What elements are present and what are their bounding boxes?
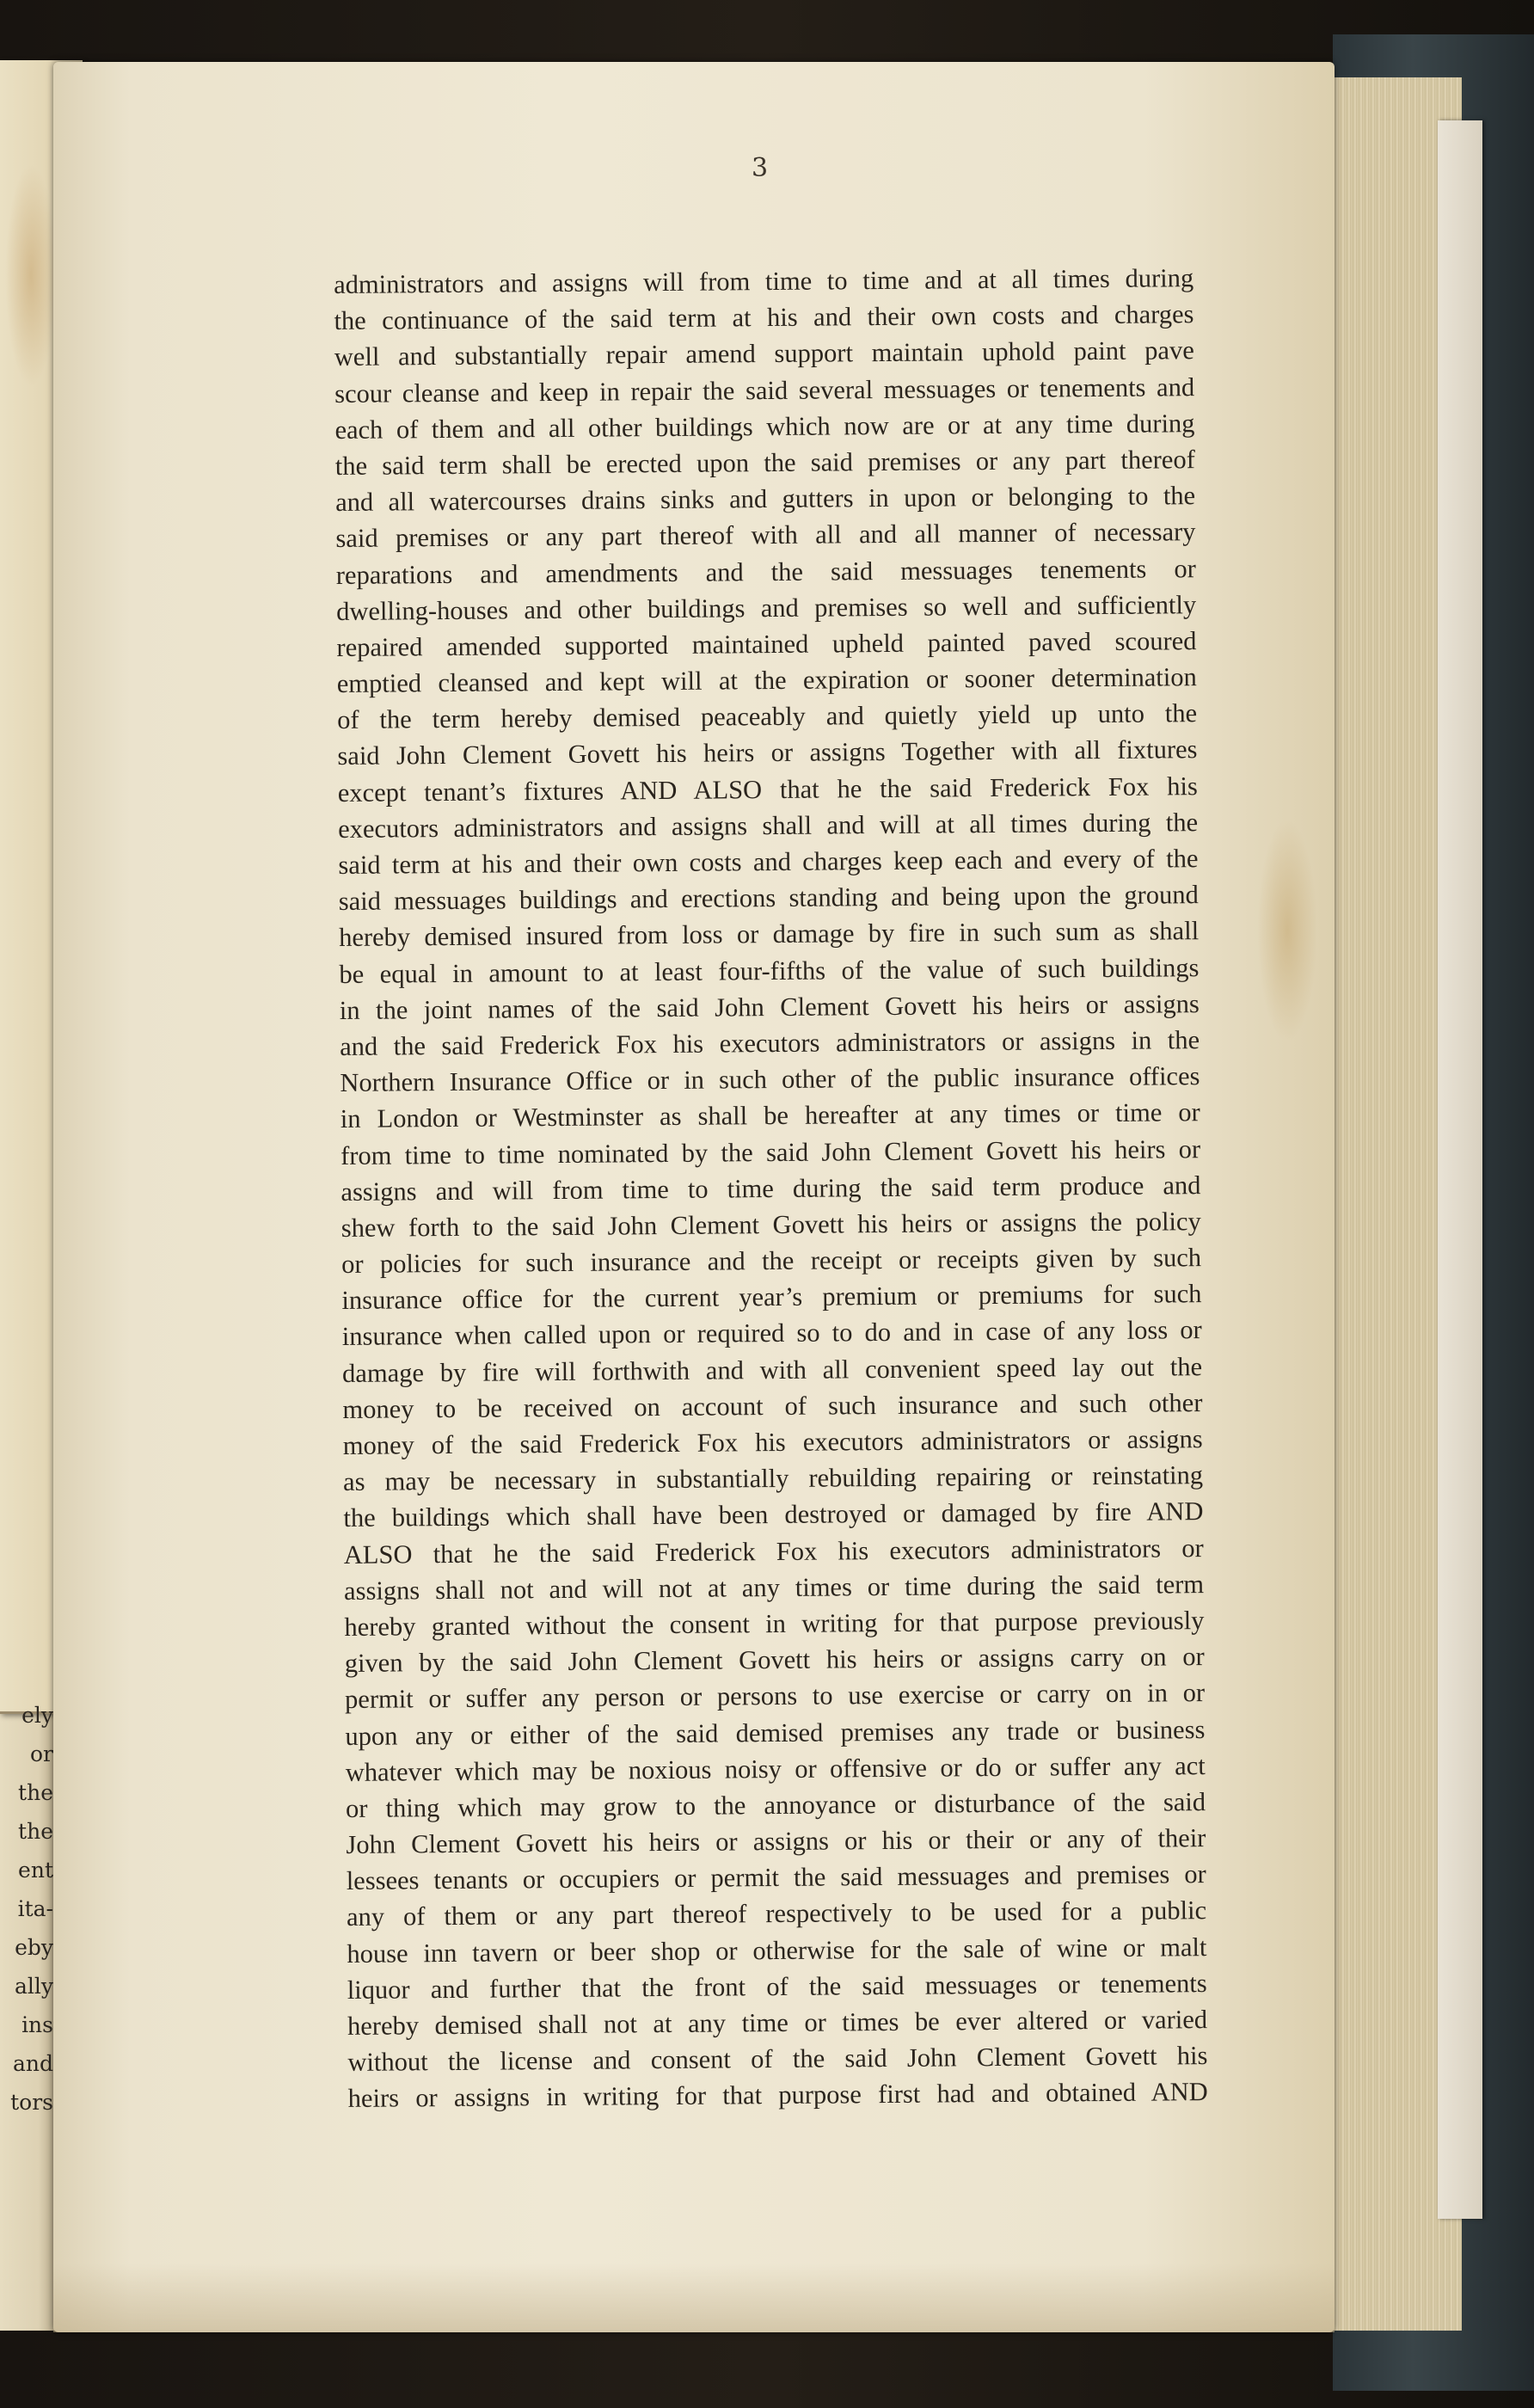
text-line: damage by fire will forthwith and with all convenient speed lay out the <box>341 1351 1203 1388</box>
paper-foxing <box>1257 819 1317 1042</box>
left-fragment: ita- <box>17 1896 53 1921</box>
text-line: except tenant’s fixtures AND ALSO that he the said Frederick Fox his <box>337 771 1198 808</box>
text-line: whatever which may be noxious noisy or offensive or do or suffer any act <box>345 1750 1206 1787</box>
left-page-text-fragments <box>2 1696 53 2122</box>
text-line: money to be received on account of such insurance and such other <box>342 1387 1203 1424</box>
text-line: insurance office for the current year’s premium or premiums for such <box>341 1279 1202 1316</box>
left-fragment: eby <box>15 1935 53 1960</box>
text-line: executors administrators and assigns shall and will at all times during the <box>338 807 1199 844</box>
text-line: or policies for such insurance and the receipt or receipts given by such <box>341 1243 1202 1280</box>
text-line: without the license and consent of the said John Clement Govett his <box>347 2041 1208 2078</box>
left-fragment: ins <box>21 2012 53 2037</box>
text-line: administrators and assigns will from time to time and at all times during <box>334 263 1194 299</box>
text-line: said premises or any part thereof with all and all manner of necessary <box>335 517 1196 554</box>
left-fragment: or <box>29 1742 53 1766</box>
text-line: the said term shall be erected upon the said premises or any part thereof <box>334 445 1195 481</box>
text-line: repaired amended supported maintained upheld painted paved scoured <box>336 626 1197 662</box>
text-line: heirs or assigns in writing for that purpose first had and obtained AND <box>347 2077 1208 2114</box>
text-line: insurance when called upon or required so to do and in case of any loss or <box>341 1315 1202 1352</box>
left-fragment: ely <box>21 1703 53 1728</box>
left-fragment: and <box>12 2051 53 2076</box>
text-line: the continuance of the said term at his and their own costs and charges <box>334 299 1194 336</box>
text-line: upon any or either of the said demised premises any trade or business <box>345 1714 1206 1751</box>
text-line: hereby demised shall not at any time or times be ever altered or varied <box>347 2005 1208 2041</box>
text-line: ALSO that he the said Frederick Fox his executors administrators or <box>343 1533 1204 1570</box>
text-line: said John Clement Govett his heirs or assigns Together with all fixtures <box>337 734 1198 771</box>
text-line: the buildings which shall have been destroyed or damaged by fire AND <box>343 1496 1204 1533</box>
inserted-paper-strip <box>1438 120 1482 2219</box>
text-line: hereby granted without the consent in writing for that purpose previously <box>344 1606 1205 1642</box>
text-line: and the said Frederick Fox his executors administrators or assigns in the <box>339 1025 1200 1061</box>
text-line: hereby demised insured from loss or damage by fire in such sum as shall <box>338 916 1200 953</box>
text-line: permit or suffer any person or persons to use exercise or carry on in or <box>344 1678 1206 1715</box>
text-line: be equal in amount to at least four-fifths of the value of such buildings <box>339 952 1200 989</box>
text-line: as may be necessary in substantially rebuilding repairing or reinstating <box>342 1460 1204 1497</box>
text-line: house inn tavern or beer shop or otherwise for the sale of wine or malt <box>347 1932 1207 1969</box>
text-line: each of them and all other buildings which now are or at any time during <box>334 408 1195 445</box>
text-line: assigns and will from time to time during the said term produce and <box>341 1170 1201 1207</box>
page-number: 3 <box>751 153 769 183</box>
body-text <box>334 260 1208 2116</box>
text-line: liquor and further that the front of the said messuages or tenements <box>347 1968 1207 2005</box>
text-line: well and substantially repair amend support maintain uphold paint pave <box>334 335 1194 372</box>
text-line: shew forth to the said John Clement Govett his heirs or assigns the policy <box>341 1206 1201 1243</box>
text-line: John Clement Govett his heirs or assigns or his or their or any of their <box>346 1823 1206 1860</box>
text-line: of the term hereby demised peaceably and quietly yield up unto the <box>337 698 1198 735</box>
text-line: from time to time nominated by the said John Clement Govett his heirs or <box>340 1133 1201 1170</box>
text-line: and all watercourses drains sinks and gutters in upon or belonging to the <box>335 481 1196 518</box>
text-line: said term at his and their own costs and charges keep each and every of the <box>338 844 1199 880</box>
text-line: money of the said Frederick Fox his executors administrators or assigns <box>342 1424 1203 1460</box>
text-line: reparations and amendments and the said messuages tenements or <box>335 553 1196 590</box>
left-fragment: ent <box>18 1858 53 1883</box>
text-line: any of them or any part thereof respectively to be used for a public <box>346 1895 1207 1932</box>
text-line: in the joint names of the said John Clement Govett his heirs or assigns <box>339 988 1200 1025</box>
left-fragment: the <box>18 1780 53 1805</box>
text-line: assigns shall not and will not at any times or time during the said term <box>343 1569 1205 1606</box>
text-line: dwelling-houses and other buildings and premises so well and sufficiently <box>336 589 1197 626</box>
page-bottom-wear <box>53 2264 1335 2332</box>
text-line: or thing which may grow to the annoyance or disturbance of the said <box>345 1786 1206 1823</box>
left-fragment: tors <box>10 2090 53 2115</box>
text-line: said messuages buildings and erections standing and being upon the ground <box>338 880 1199 917</box>
text-line: Northern Insurance Office or in such other of the public insurance offices <box>340 1061 1200 1098</box>
text-line: in London or Westminster as shall be hereafter at any times or time or <box>340 1097 1200 1134</box>
text-line: lessees tenants or occupiers or permit the said messuages and premises or <box>346 1859 1206 1896</box>
text-line: scour cleanse and keep in repair the said several messuages or tenements and <box>334 372 1195 408</box>
text-line: given by the said John Clement Govett his heirs or assigns carry on or <box>344 1642 1205 1679</box>
left-fragment: the <box>18 1819 53 1844</box>
left-fragment: ally <box>14 1974 53 1999</box>
text-line: emptied cleansed and kept will at the expiration or sooner determination <box>336 662 1197 699</box>
paper-stain <box>5 163 57 387</box>
